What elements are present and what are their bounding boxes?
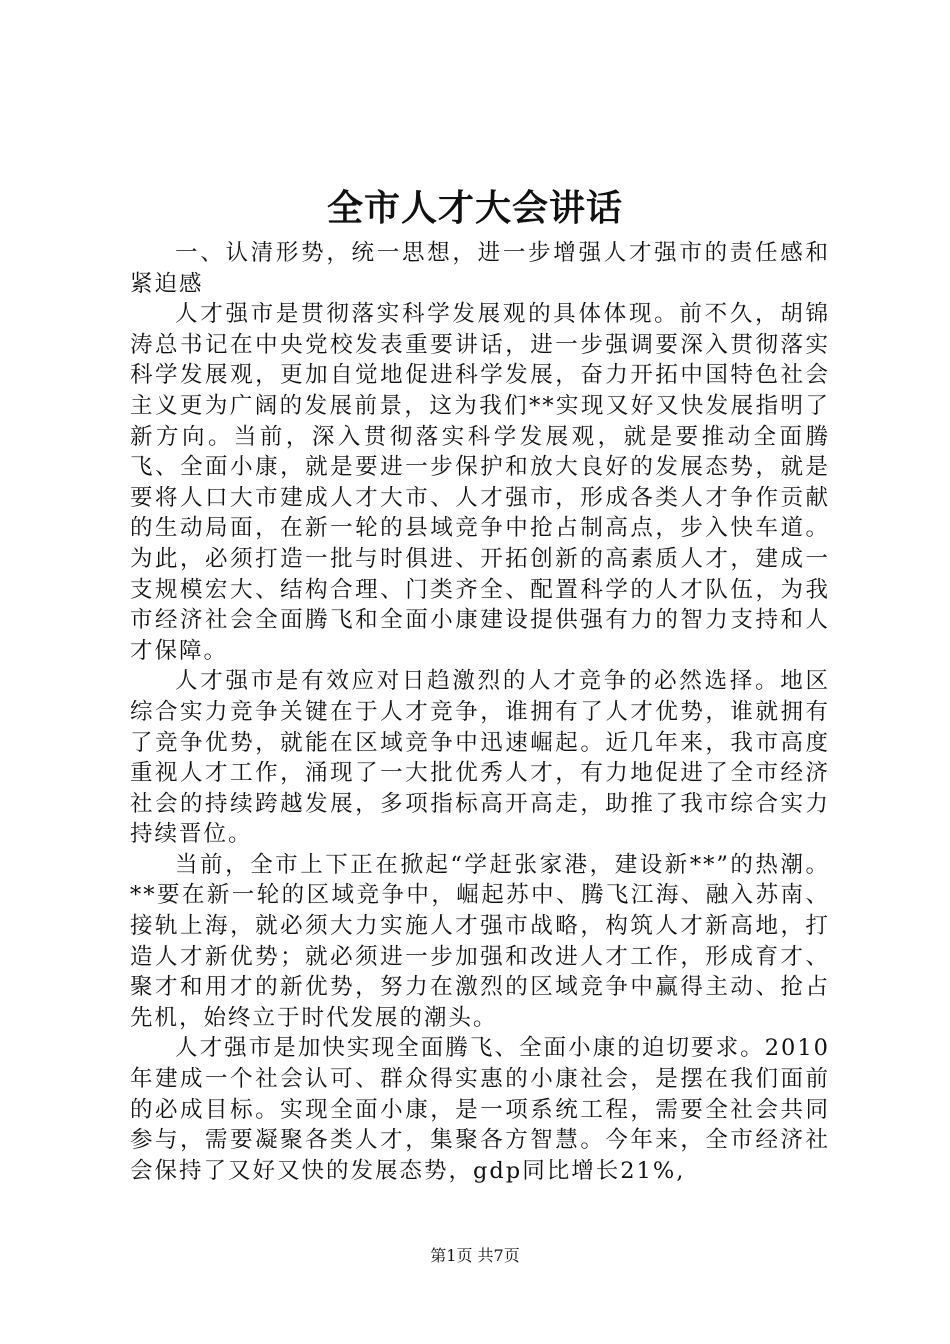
paragraph: 人才强市是有效应对日趋激烈的人才竞争的必然选择。地区综合实力竞争关键在于人才竞争，谁拥有了人才优势，谁就拥有了竞争优势，就能在区域竞争中迅速崛起。近几年来，我市高度重视人才工作，涌现了一大批优秀人才，有力地促进了全市经济社会的持续跨越发展，多项指标高开高走，助推了我市综合实力持续晋位。 [130,668,830,848]
paragraph: 人才强市是加快实现全面腾飞、全面小康的迫切要求。2010年建成一个社会认可、群众得实惠的小康社会，是摆在我们面前的必成目标。实现全面小康，是一项系统工程，需要全社会共同参与，需要凝聚各类人才，集聚各方智慧。今年来，全市经济社会保持了又好又快的发展态势，gdp同比增长21%, [130,1035,830,1184]
paragraph: 人才强市是贯彻落实科学发展观的具体体现。前不久，胡锦涛总书记在中央党校发表重要讲话，进一步强调要深入贯彻落实科学发展观，更加自觉地促进科学发展，奋力开拓中国特色社会主义更为广阔的发展前景，这为我们**实现又好又快发展指明了新方向。当前，深入贯彻落实科学发展观，就是要推动全面腾飞、全面小康，就是要进一步保护和放大良好的发展态势，就是要将人口大市建成人才大市、人才强市，形成各类人才争作贡献的生动局面，在新一轮的县域竞争中抢占制高点，步入快车道。为此，必须打造一批与时俱进、开拓创新的高素质人才，建成一支规模宏大、结构合理、门类齐全、配置科学的人才队伍，为我市经济社会全面腾飞和全面小康建设提供强有力的智力支持和人才保障。 [130,301,830,664]
paragraph: 当前，全市上下正在掀起“学赶张家港，建设新**”的热潮。**要在新一轮的区域竞争中，崛起苏中、腾飞江海、融入苏南、接轨上海，就必须大力实施人才强市战略，构筑人才新高地，打造人才新优势；就必须进一步加强和改进人才工作，形成育才、聚才和用才的新优势，努力在激烈的区域竞争中赢得主动、抢占先机，始终立于时代发展的潮头。 [130,851,830,1031]
section-heading: 一、认清形势，统一思想，进一步增强人才强市的责任感和紧迫感 [130,240,830,297]
page-footer: 第1页 共7页 [430,1246,520,1265]
page-title: 全市人才大会讲话 [326,187,623,229]
document-body [130,238,830,1186]
